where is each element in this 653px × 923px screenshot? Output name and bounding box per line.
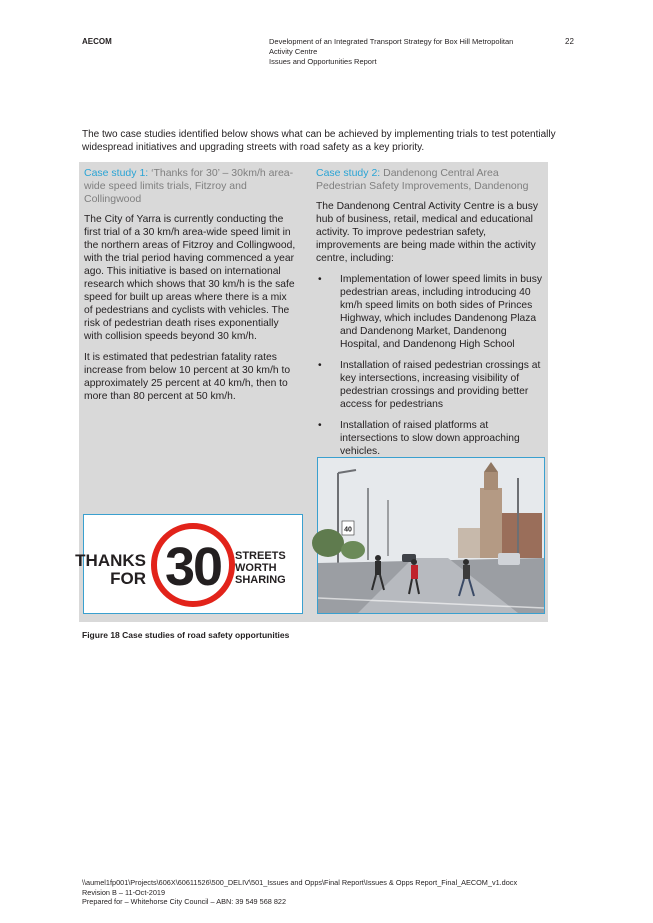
case-study-2-heading: Dandenong Central Area Pedestrian Safety Improvements, Dandenong [316, 167, 529, 192]
case-study-2-intro: The Dandenong Central Activity Centre is a busy hub of business, retail, medical and educational activity. To improve pedestrian safety, improvements are being made within the activity centre, including: [316, 201, 539, 264]
street-scene-illustration [318, 458, 544, 613]
figure-caption: Figure 18 Case studies of road safety opportunities [82, 630, 290, 640]
bullet-text: Installation of raised pedestrian crossings at key intersections, increasing visibility of pedestrian crossings and providing better access for pedestrians [340, 360, 541, 410]
speed-limit-sign: 40 [344, 526, 352, 534]
company-name: AECOM [82, 37, 112, 46]
logo-graphic [75, 515, 302, 613]
case-study-1-paragraph: It is estimated that pedestrian fatality rates increase from below 10 percent at 30 km/h to approximately 25 percent at 40 km/h, then to more than 80 percent at 50 km/h. [84, 352, 291, 402]
case-study-1-label: Case study 1: [84, 167, 149, 179]
bullet-text: Implementation of lower speed limits in busy pedestrian areas, including introducing 40 km/h speed limits on both sides of Princes Highway, which includes Dandenong Plaza and Dandenong Market, Dandenong Hospital, and Dandenong High School [340, 274, 543, 350]
document-title-line: Activity Centre [269, 47, 318, 56]
case-study-2-bullets [316, 273, 548, 458]
case-study-1-title [84, 167, 298, 206]
case-study-1-paragraph: The City of Yarra is currently conducting the first trial of a 30 km/h area-wide speed limit in the northern areas of Fitzroy and Collingwood, with the trial period having commenced a year ago. This initiative is based on international research which shows that 30 km/h is the safe speed for built up areas where there is a mix of pedestrians and cyclists with vehicles. The risk of pedestrian death rises exponentially with collision speeds beyond 30 km/h. [84, 214, 296, 342]
logo-number-text: 30 [164, 537, 222, 597]
case-study-1 [84, 167, 298, 411]
document-title-line: Development of an Integrated Transport Strategy for Box Hill Metropolitan [269, 37, 514, 46]
logo-thanks-text: THANKS [75, 551, 146, 570]
case-study-2 [316, 167, 548, 466]
logo-worth-text: WORTH [235, 562, 277, 574]
bullet-item [316, 359, 548, 411]
footer-file-path: \\aumel1fp001\Projects\606X\60611526\500_DELIV\501_Issues and Opps\Final Report\Issues & Opps Report_Final_AECOM_v1.docx [82, 878, 518, 887]
document-title [269, 37, 539, 67]
bullet-item [316, 419, 548, 458]
dandenong-street-photo [317, 457, 545, 614]
footer-prepared-for: Prepared for – Whitehorse City Council – ABN: 39 549 568 822 [82, 897, 287, 906]
bullet-item [316, 273, 548, 351]
bullet-symbol: • [318, 360, 322, 371]
bullet-symbol: • [318, 274, 322, 285]
page-footer [82, 878, 517, 907]
logo-streets-text: STREETS [235, 550, 286, 562]
logo-for-text: FOR [110, 569, 146, 588]
document-title-line: Issues and Opportunities Report [269, 57, 377, 66]
case-study-2-title [316, 167, 548, 193]
logo-sharing-text: SHARING [235, 574, 286, 586]
page-number: 22 [565, 37, 574, 46]
case-study-2-label: Case study 2: [316, 167, 381, 179]
case-study-1-heading: ‘Thanks for 30’ – 30km/h area-wide speed limits trials, Fitzroy and Collingwood [84, 167, 294, 205]
intro-paragraph: The two case studies identified below shows what can be achieved by implementing trials to test potentially widespread initiatives and upgrading streets with road safety as a key priority. [82, 129, 556, 153]
thanks-for-30-logo [75, 514, 303, 614]
bullet-text: Installation of raised platforms at intersections to slow down approaching vehicles. [340, 420, 520, 457]
bullet-symbol: • [318, 420, 322, 431]
footer-revision: Revision B – 11-Oct-2019 [82, 887, 166, 897]
